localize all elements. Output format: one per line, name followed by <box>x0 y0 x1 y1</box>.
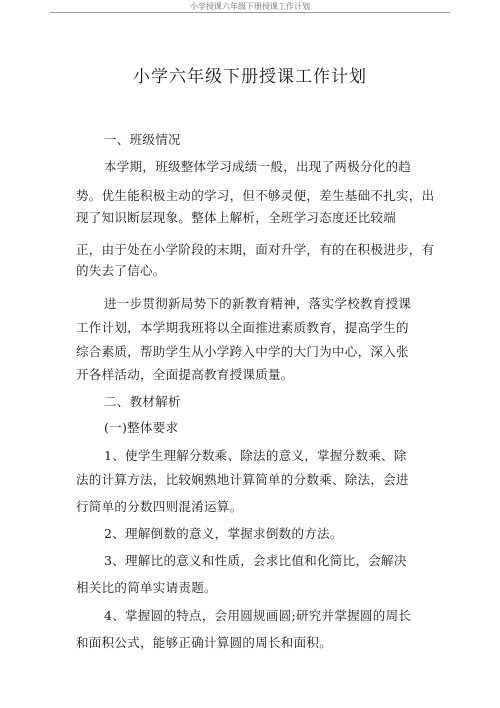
paragraph-line: 法的计算方法，比较娴熟地计算简单的分数乘、除法，会进 <box>76 472 409 487</box>
header-divider <box>50 12 450 13</box>
page-header: 小学授课六年级下册授课工作计划 <box>190 2 310 11</box>
paragraph-line: 的失去了信心。 <box>76 263 166 278</box>
paragraph-line: 2、理解倒数的意义，掌握求倒数的方法。 <box>104 526 343 541</box>
paragraph-line: 1、使学生理解分数乘、除法的意义，掌握分数乘、除 <box>104 448 407 463</box>
subsection-heading: (一)整体要求 <box>104 420 179 435</box>
paragraph-line: 本学期，班级整体学习成绩一般，出现了两极分化的趋 <box>104 159 412 174</box>
paragraph-line: 开各样活动，全面提高教育授课质量。 <box>76 367 294 382</box>
paragraph-line: 进一步贯彻新局势下的新教育精神，落实学校教育授课 <box>104 296 412 311</box>
section-heading-class: 一、班级情况 <box>104 132 181 147</box>
paragraph-line: 和面积公式，能够正确计算圆的周长和面积。 <box>76 635 333 650</box>
paragraph-line: 势。优生能积极主动的学习，但不够灵便，差生基础不扎实，出 <box>76 188 435 203</box>
paragraph-line: 3、理解比的意义和性质，会求比值和化简比，会解决 <box>104 553 407 568</box>
paragraph-line: 4、掌握圆的特点，会用圆规画圆;研究并掌握圆的周长 <box>104 608 412 623</box>
document-title: 小学六年级下册授课工作计划 <box>133 67 367 87</box>
paragraph-line: 现了知识断层现象。整体上解析，全班学习态度还比较端 <box>76 210 397 225</box>
paragraph-line: 行简单的分数四则混淆运算。 <box>76 499 243 514</box>
paragraph-line: 工作计划，本学期我班将以全面推进素质教育，提高学生的 <box>76 320 409 335</box>
paragraph-line: 正，由于处在小学阶段的末期，面对升学，有的在积极进步，有 <box>76 242 435 257</box>
paragraph-line: 综合素质，帮助学生从小学跨入中学的大门为中心，深入张 <box>76 344 409 359</box>
section-heading-textbook: 二、教材解析 <box>104 394 181 409</box>
paragraph-line: 相关比的简单实请责题。 <box>76 580 217 595</box>
